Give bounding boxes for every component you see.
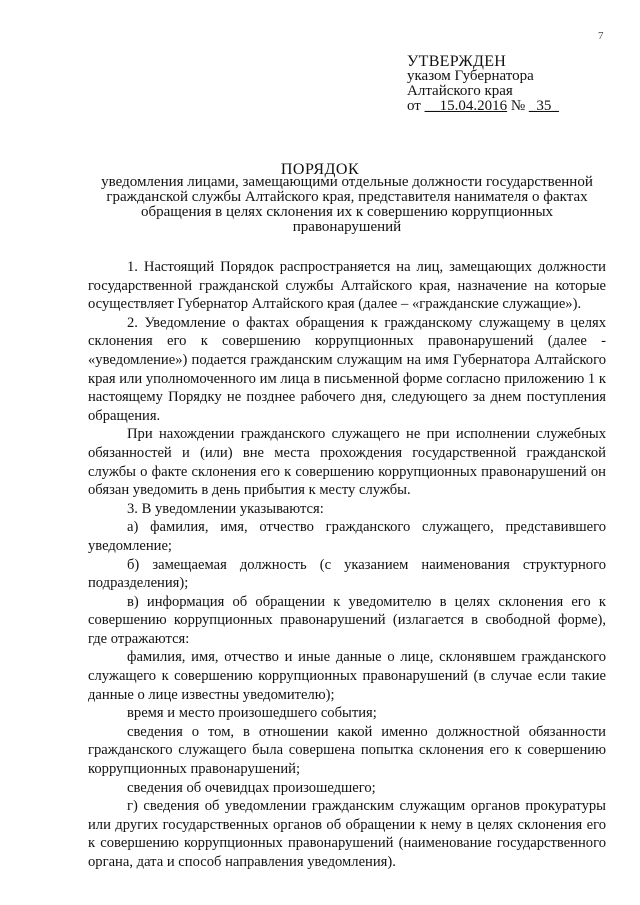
paragraph: 1. Настоящий Порядок распространяется на лиц, замещающих должности государственной гражданской службы Алтайского края, назначение на которые осуществляет Губернатор Алтайского края (далее – «гражданские служащие»). (88, 259, 606, 313)
paragraph: г) сведения об уведомлении гражданским служащим органов прокуратуры или других государственных органов об обращении к нему в целях склонения его к совершению коррупционных правонарушений (наименование государственного органа, дата и способ направления уведомления). (88, 798, 606, 870)
paragraph: время и место произошедшего события; (127, 705, 377, 722)
approval-region-line: Алтайского края (407, 83, 513, 99)
approval-heading: УТВЕРЖДЕН (407, 53, 507, 70)
approval-stamp (407, 54, 617, 114)
paragraph: б) замещаемая должность (с указанием наименования структурного подразделения); (88, 556, 606, 592)
paragraph: 2. Уведомление о фактах обращения к гражданскому служащему в целях склонения его к совершению коррупционных правонарушений (далее - «уведомление») подается гражданским служащим на имя Губернатора Алтайского края или уполномоченного им лица в письменной форме согласно приложению 1 к настоящему Порядку не позднее рабочего дня, следующего за днем поступления обращения. (88, 314, 606, 424)
document-subtitle: уведомления лицами, замещающими отдельные должности государственной гражданской службы Алтайского края, представителя нанимателя о фактах обращения в целях склонения их к совершению коррупционных правонарушений (101, 174, 593, 235)
paragraph: сведения о том, в отношении какой именно должностной обязанности гражданского служащего была совершена попытка склонения его к совершению коррупционных правонарушений; (88, 723, 606, 778)
page-number: 7 (598, 30, 604, 42)
paragraph: а) фамилия, имя, отчество гражданского служащего, представившего уведомление; (88, 519, 606, 554)
paragraph: сведения об очевидцах произошедшего; (127, 779, 376, 796)
document-title: ПОРЯДОК (280, 161, 360, 178)
approval-from-label: от (407, 98, 421, 114)
approval-number: _35_ (528, 98, 559, 114)
approval-decree-line: указом Губернатора (407, 68, 534, 84)
document-body (88, 258, 606, 872)
approval-date: __15.04.2016 (424, 98, 508, 114)
paragraph: в) информация об обращении к уведомителю в целях склонения его к совершению коррупционных правонарушений (излагается в свободной форме), где отражаются: (88, 593, 606, 647)
paragraph: фамилия, имя, отчество и иные данные о лице, склонявшем гражданского служащего к совершению коррупционных правонарушений (в случае если такие данные о лице известны уведомителю); (88, 649, 606, 703)
paragraph: 3. В уведомлении указываются: (127, 500, 324, 517)
approval-number-label: № (510, 98, 526, 114)
paragraph: При нахождении гражданского служащего не при исполнении служебных обязанностей и (или) вне места прохождения государственной гражданской службы о факте склонения его к совершению коррупционных правонарушений он обязан уведомить в день прибытия к месту службы. (88, 426, 606, 499)
approval-date-line (407, 99, 617, 114)
